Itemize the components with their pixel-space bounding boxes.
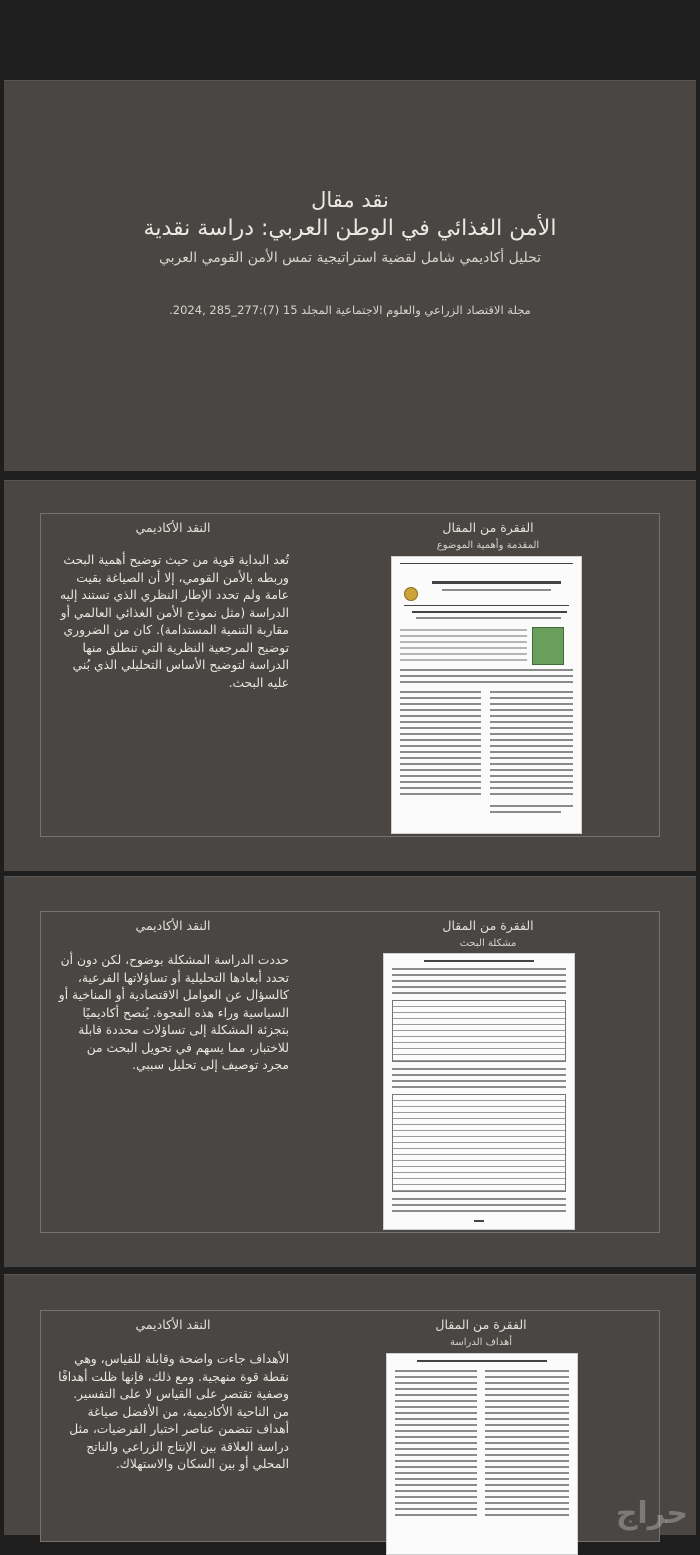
critique-heading: النقد الأكاديمي (135, 1317, 211, 1332)
excerpt-heading: الفقرة من المقال (435, 1317, 527, 1332)
critique-text: الأهداف جاءت واضحة وقابلة للقياس، وهي نقطة قوة منهجية. ومع ذلك، فإنها ظلت أهدافًا وصفية تقتصر على القياس لا على التفسير. من الناحية الأكاديمية، من الأفضل صياغة أهداف تتضمن عناصر اختبار الفرضيات، مثل دراسة العلاقة بين الإنتاج الزراعي والناتج المحلي أو بين السكان والاستهلاك. (58, 1352, 289, 1471)
excerpt-subheading: مشكلة البحث (459, 938, 517, 949)
critique-heading: النقد الأكاديمي (135, 918, 211, 933)
slide-frame (40, 1310, 660, 1542)
watermark-logo: حراج (615, 1496, 688, 1531)
article-page-image (386, 1353, 578, 1555)
excerpt-subheading: المقدمة وأهمية الموضوع (436, 540, 540, 551)
article-page-image (391, 556, 582, 834)
article-title: الأمن الغذائي في الوطن العربي: دراسة نقدية (143, 216, 557, 241)
critique-text: تُعد البداية قوية من حيث توضيح أهمية البحث وربطه بالأمن القومي، إلا أن الصياغة بقيت عامة ولم تحدد الإطار النظري الذي تستند إليه الدراسة (مثل نموذج الأمن الغذائي العالمي أو مقاربة التنمية المستدامة). كان من الضروري توضيح المرجعية النظرية التي تنطلق منها الدراسة لتوضيح الأساس التحليلي الذي بُني عليه البحث. (59, 553, 289, 690)
article-page-image (383, 953, 575, 1230)
article-subtitle: تحليل أكاديمي شامل لقضية استراتيجية تمس الأمن القومي العربي (158, 250, 542, 266)
slide-title-critique: نقد مقال (311, 188, 389, 212)
title-slide (4, 80, 696, 471)
excerpt-heading: الفقرة من المقال (442, 520, 534, 535)
slide-frame (40, 911, 660, 1233)
journal-citation: مجلة الاقتصاد الزراعي والعلوم الاجتماعية المجلد 15 (7):277_285 ,2024. (169, 303, 531, 317)
critique-heading: النقد الأكاديمي (135, 520, 211, 535)
excerpt-subheading: أهداف الدراسة (449, 1337, 513, 1348)
title-block (4, 186, 696, 318)
slide-frame (40, 513, 660, 837)
excerpt-heading: الفقرة من المقال (442, 918, 534, 933)
critique-text: حددت الدراسة المشكلة بوضوح، لكن دون أن تحدد أبعادها التحليلية أو تساؤلاتها الفرعية، كالسؤال عن العوامل الاقتصادية أو المناخية أو السياسية وراء هذه الفجوة. يُنصح أكاديميًا بتجزئة المشكلة إلى تساؤلات محددة قابلة للاختبار، مما يسهم في تحويل البحث من مجرد توصيف إلى تحليل سببي. (58, 953, 289, 1072)
critique-slide-introduction (4, 480, 696, 871)
critique-slide-problem (4, 876, 696, 1267)
critique-slide-objectives (4, 1274, 696, 1535)
